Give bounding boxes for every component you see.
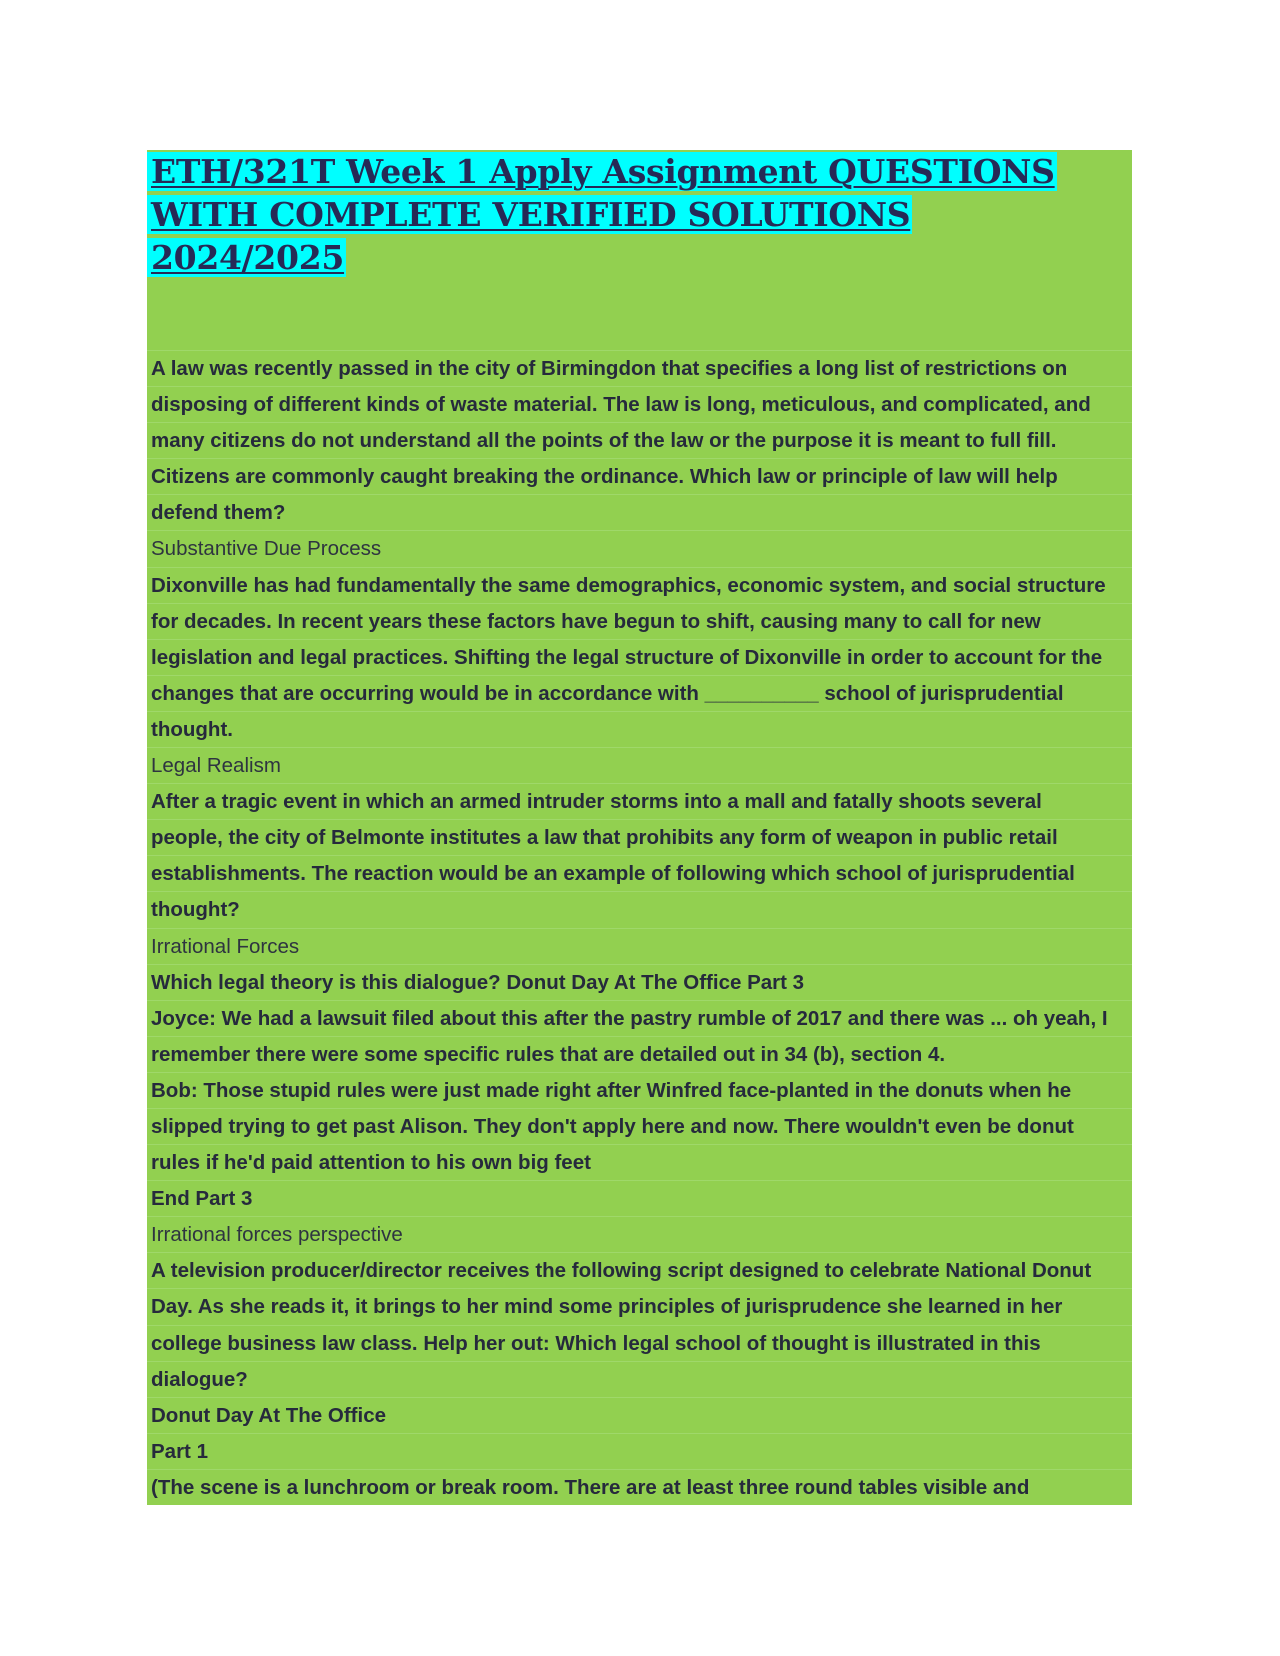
question-line: thought.: [147, 711, 1132, 747]
question-line: disposing of different kinds of waste material. The law is long, meticulous, and complicated, and: [147, 386, 1132, 422]
question-line: Citizens are commonly caught breaking the ordinance. Which law or principle of law will help: [147, 458, 1132, 494]
question-line: thought?: [147, 891, 1132, 927]
title-line-1: ETH/321T Week 1 Apply Assignment QUESTIONS: [147, 150, 1057, 193]
question-line: people, the city of Belmonte institutes a law that prohibits any form of weapon in public retail: [147, 819, 1132, 855]
question-line: legislation and legal practices. Shifting the legal structure of Dixonville in order to account for the: [147, 639, 1132, 675]
question-line: Day. As she reads it, it brings to her mind some principles of jurisprudence she learned in her: [147, 1288, 1132, 1324]
answer-line: Irrational Forces: [147, 928, 1132, 964]
question-line: establishments. The reaction would be an example of following which school of jurisprudential: [147, 855, 1132, 891]
question-answer-list: [147, 350, 1132, 1505]
question-line: Joyce: We had a lawsuit filed about this after the pastry rumble of 2017 and there was ... oh yeah, I: [147, 1000, 1132, 1036]
question-line: A television producer/director receives the following script designed to celebrate National Donut: [147, 1252, 1132, 1288]
question-line: Donut Day At The Office: [147, 1397, 1132, 1433]
answer-line: Irrational forces perspective: [147, 1216, 1132, 1252]
question-line: dialogue?: [147, 1361, 1132, 1397]
question-line: defend them?: [147, 494, 1132, 530]
title-line-2: WITH COMPLETE VERIFIED SOLUTIONS: [147, 193, 1057, 236]
question-line: A law was recently passed in the city of Birmingdon that specifies a long list of restrictions on: [147, 350, 1132, 386]
question-line: college business law class. Help her out: Which legal school of thought is illustrated in this: [147, 1325, 1132, 1361]
question-line: Dixonville has had fundamentally the same demographics, economic system, and social structure: [147, 567, 1132, 603]
question-line: slipped trying to get past Alison. They don't apply here and now. There wouldn't even be donut: [147, 1108, 1132, 1144]
document-title: [147, 150, 1057, 279]
question-line: rules if he'd paid attention to his own big feet: [147, 1144, 1132, 1180]
question-line: Which legal theory is this dialogue? Donut Day At The Office Part 3: [147, 964, 1132, 1000]
question-line: Bob: Those stupid rules were just made right after Winfred face-planted in the donuts when he: [147, 1072, 1132, 1108]
answer-line: Legal Realism: [147, 747, 1132, 783]
question-line: changes that are occurring would be in accordance with __________ school of jurisprudential: [147, 675, 1132, 711]
question-line: After a tragic event in which an armed intruder storms into a mall and fatally shoots several: [147, 783, 1132, 819]
question-line: many citizens do not understand all the points of the law or the purpose it is meant to full fill.: [147, 422, 1132, 458]
question-line: remember there were some specific rules that are detailed out in 34 (b), section 4.: [147, 1036, 1132, 1072]
question-line: (The scene is a lunchroom or break room. There are at least three round tables visible and: [147, 1469, 1132, 1505]
question-line: Part 1: [147, 1433, 1132, 1469]
title-line-3: 2024/2025: [147, 236, 1057, 279]
question-line: for decades. In recent years these factors have begun to shift, causing many to call for new: [147, 603, 1132, 639]
answer-line: Substantive Due Process: [147, 530, 1132, 566]
question-line: End Part 3: [147, 1180, 1132, 1216]
highlighted-content-block: [147, 150, 1132, 1505]
